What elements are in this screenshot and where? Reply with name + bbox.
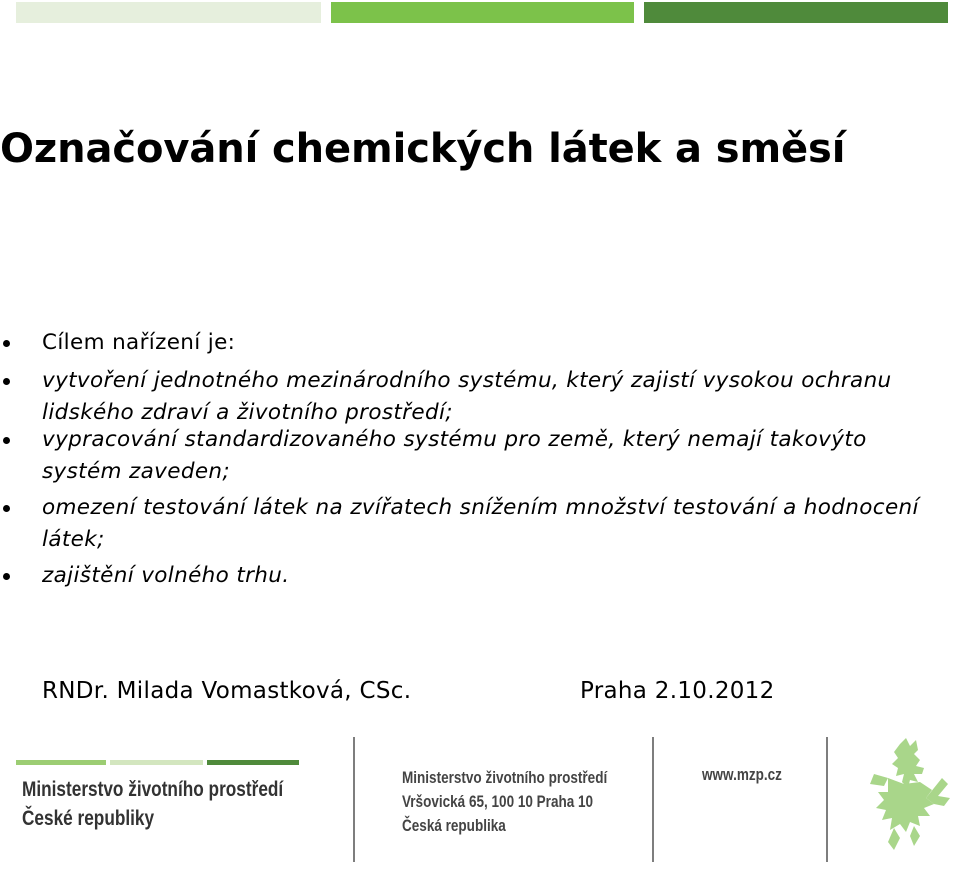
list-item [0, 424, 940, 488]
list-item [0, 327, 940, 359]
website-link[interactable]: www.mzp.cz [702, 766, 782, 784]
bullet-text: vypracování standardizovaného systému pro země, který nemají takovýto systém zaveden; [42, 427, 867, 484]
top-bar-light [16, 2, 321, 23]
bullet-list [0, 327, 940, 596]
list-item [0, 492, 940, 556]
footer-bar [110, 760, 203, 765]
list-item [0, 365, 940, 429]
bullet-text: vytvoření jednotného mezinárodního systému, který zajistí vysokou ochranu lidského zdraví a životního prostředí; [42, 368, 892, 425]
footer-bar [207, 760, 299, 765]
bullet-text: Cílem nařízení je: [42, 330, 236, 355]
top-bar-mid [331, 2, 634, 23]
bullet-icon [3, 340, 10, 347]
divider [826, 737, 828, 862]
footer-address [402, 766, 607, 838]
czech-lion-emblem-icon [864, 738, 950, 850]
bullet-icon [3, 437, 10, 444]
bullet-icon [3, 378, 10, 385]
ministry-logo-text [22, 775, 283, 833]
ministry-line: České republiky [22, 807, 155, 830]
place-date: Praha 2.10.2012 [580, 678, 775, 704]
ministry-line: Ministerstvo životního prostředí [22, 778, 284, 801]
bullet-icon [3, 573, 10, 580]
address-line: Ministerstvo životního prostředí [402, 769, 608, 787]
list-item [0, 560, 940, 592]
top-bar-dark [644, 2, 948, 23]
divider [652, 737, 654, 862]
bullet-icon [3, 505, 10, 512]
address-line: Vršovická 65, 100 10 Praha 10 [402, 793, 594, 811]
address-line: Česká republika [402, 817, 506, 835]
footer-bar [16, 760, 106, 765]
bullet-text: omezení testování látek na zvířatech snížením množství testování a hodnocení látek; [42, 495, 919, 552]
bullet-text: zajištění volného trhu. [42, 563, 290, 588]
author-name: RNDr. Milada Vomastková, CSc. [42, 678, 412, 704]
divider [353, 737, 355, 862]
slide-title: Označování chemických látek a směsí [0, 126, 846, 172]
